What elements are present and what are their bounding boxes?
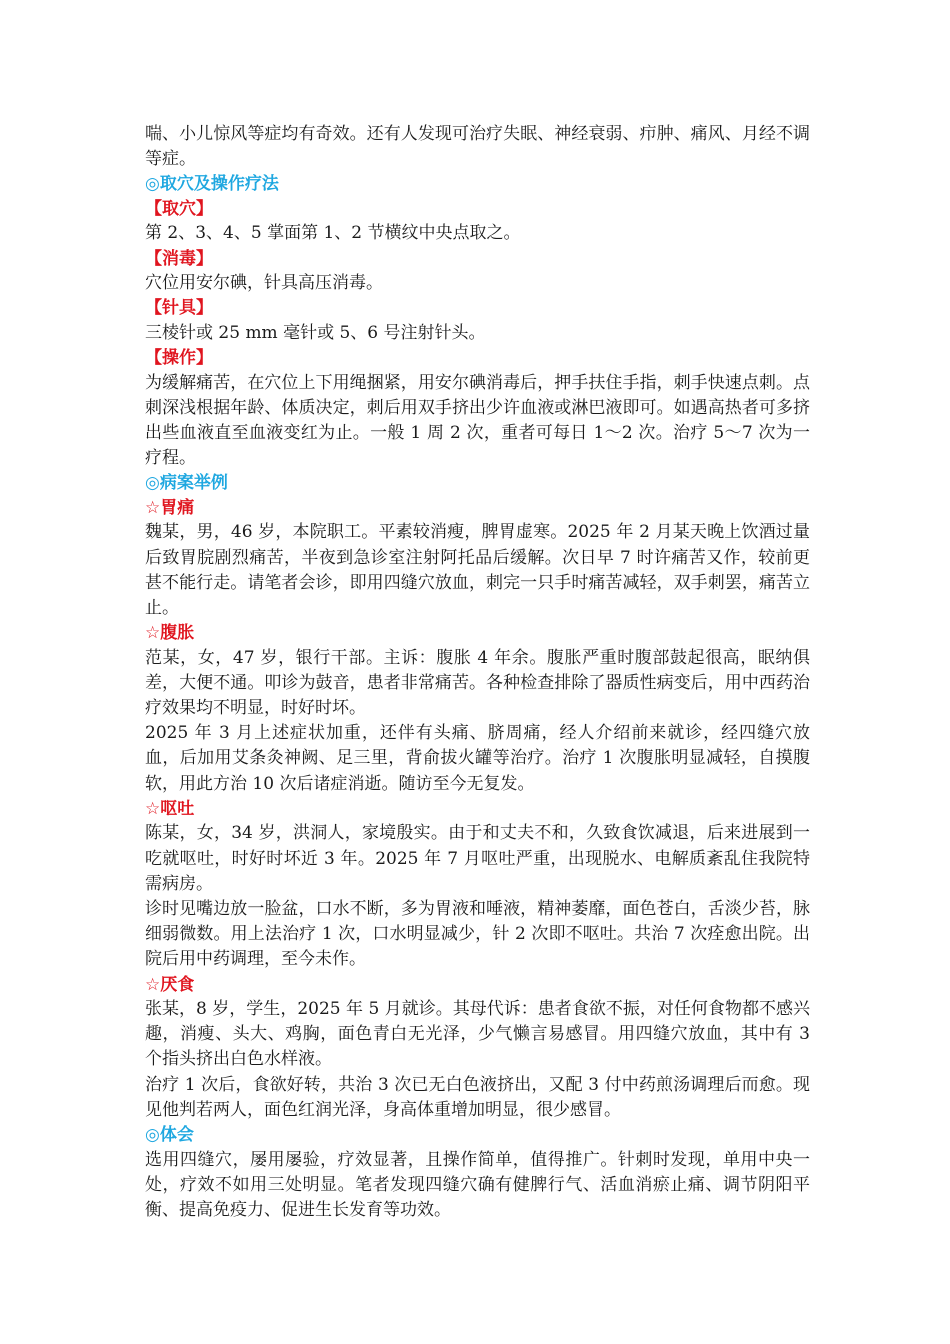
section-heading: ◎取穴及操作疗法 (145, 174, 279, 195)
sub-heading: 【消毒】 (145, 248, 213, 269)
body-paragraph: 诊时见嘴边放一脸盆，口水不断，多为胃液和唾液，精神萎靡，面色苍白，舌淡少苔，脉细弱微数。用上法治疗 1 次，口水明显减少，针 2 次即不呕吐。共治 7 次痊愈出院。出院后用中药调理，至今未作。 (145, 898, 810, 970)
document-body (145, 122, 810, 1223)
body-paragraph: 范某，女，47 岁，银行干部。主诉：腹胀 4 年余。腹胀严重时腹部鼓起很高，眠纳俱差，大便不通。叩诊为鼓音，患者非常痛苦。各种检查排除了器质性病变后，用中西药治疗效果均不明显，时好时坏。 (145, 647, 810, 719)
body-paragraph: 喘、小儿惊风等症均有奇效。还有人发现可治疗失眠、神经衰弱、疖肿、痛风、月经不调等症。 (145, 124, 810, 170)
body-paragraph: 2025 年 3 月上述症状加重，还伴有头痛、脐周痛，经人介绍前来就诊，经四缝穴放血，后加用艾条灸神阙、足三里，背俞拔火罐等治疗。治疗 1 次腹胀明显减轻，自摸腹软，用此方治 10 次后诸症消逝。随访至今无复发。 (145, 723, 810, 794)
sub-heading: ☆腹胀 (145, 623, 195, 644)
body-paragraph: 陈某，女，34 岁，洪洞人，家境殷实。由于和丈夫不和，久致食饮减退，后来进展到一吃就呕吐，时好时坏近 3 年。2025 年 7 月呕吐严重，出现脱水、电解质紊乱住我院特需病房。 (145, 823, 810, 894)
body-paragraph: 治疗 1 次后，食欲好转，共治 3 次已无白色液挤出，又配 3 付中药煎汤调理后而愈。现见他判若两人，面色红润光泽，身高体重增加明显，很少感冒。 (145, 1074, 810, 1120)
body-paragraph: 魏某，男，46 岁，本院职工。平素较消瘦，脾胃虚寒。2025 年 2 月某天晚上饮酒过量后致胃脘剧烈痛苦，半夜到急诊室注射阿托品后缓解。次日早 7 时许痛苦又作，较前更甚不能行走。请笔者会诊，即用四缝穴放血，刺完一只手时痛苦减轻，双手刺罢，痛苦立止。 (145, 522, 810, 618)
sub-heading: ☆胃痛 (145, 497, 195, 518)
body-paragraph: 三棱针或 25 mm 毫针或 5、6 号注射针头。 (145, 322, 486, 343)
section-heading: ◎病案举例 (145, 473, 228, 494)
sub-heading: 【针具】 (145, 298, 213, 319)
body-paragraph: 第 2、3、4、5 掌面第 1、2 节横纹中央点取之。 (145, 223, 521, 244)
section-heading: ◎体会 (145, 1125, 194, 1146)
body-paragraph: 选用四缝穴，屡用屡验，疗效显著，且操作简单，值得推广。针刺时发现，单用中央一处，疗效不如用三处明显。笔者发现四缝穴确有健脾行气、活血消瘀止痛、调节阴阳平衡、提高免疫力、促进生长发育等功效。 (145, 1149, 810, 1220)
sub-heading: 【操作】 (145, 348, 213, 369)
sub-heading: ☆厌食 (145, 974, 195, 995)
sub-heading: 【取穴】 (145, 198, 213, 219)
body-paragraph: 穴位用安尔碘，针具高压消毒。 (145, 273, 383, 294)
body-paragraph: 为缓解痛苦，在穴位上下用绳捆紧，用安尔碘消毒后，押手扶住手指，刺手快速点刺。点刺深浅根据年龄、体质决定，刺后用双手挤出少许血液或淋巴液即可。如遇高热者可多挤出些血液直至血液变红为止。一般 1 周 2 次，重者可每日 1～2 次。治疗 5～7 次为一疗程。 (145, 372, 810, 469)
body-paragraph: 张某，8 岁，学生，2025 年 5 月就诊。其母代诉：患者食欲不振，对任何食物都不感兴趣，消瘦、头大、鸡胸，面色青白无光泽，少气懒言易感冒。用四缝穴放血，其中有 3 个指头挤出白色水样液。 (145, 999, 810, 1070)
sub-heading: ☆呕吐 (145, 798, 195, 819)
